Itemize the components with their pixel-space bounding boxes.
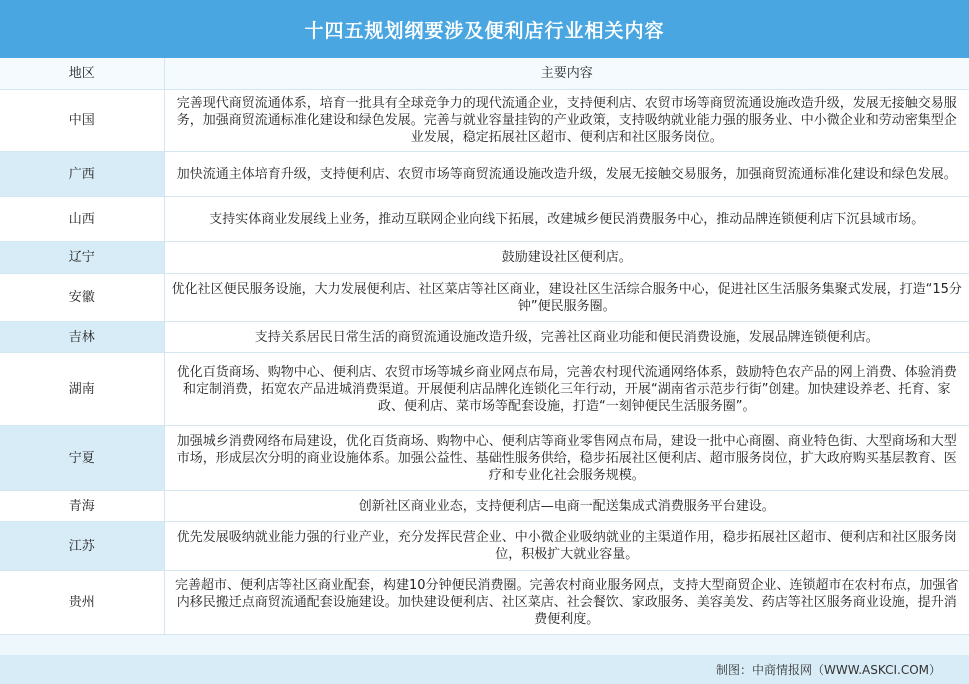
source-footer xyxy=(0,655,969,684)
content-cell: 完善超市、便利店等社区商业配套，构建10分钟便民消费圈。完善农村商业服务网点，支持大型商贸企业、连锁超市在农村布点，加强省内移民搬迁点商贸流通配套设施建设。加快建设便利店、社区菜店、社会餐饮、家政服务、美容美发、药店等社区服务商业设施，提升消费便利度。 xyxy=(164,571,969,635)
content-cell: 加快流通主体培育升级，支持便利店、农贸市场等商贸流通设施改造升级，发展无接触交易服务，加强商贸流通标准化建设和绿色发展。 xyxy=(164,152,969,197)
header-region: 地区 xyxy=(0,58,164,90)
table-row xyxy=(0,571,969,635)
content-cell: 优化百货商场、购物中心、便利店、农贸市场等城乡商业网点布局，完善农村现代流通网络体系，鼓励特色农产品的网上消费、体验消费和定制消费，拓宽农产品进城消费渠道。开展便利店品牌化连锁化三年行动，开展“湖南省示范步行街”创建。加快建设养老、托育、家政、便利店、菜市场等配套设施，打造“一刻钟便民生活服务圈”。 xyxy=(164,353,969,426)
region-cell: 宁夏 xyxy=(0,426,164,491)
table-row xyxy=(0,90,969,152)
policy-table xyxy=(0,58,969,635)
content-cell: 创新社区商业业态，支持便利店—电商一配送集成式消费服务平台建设。 xyxy=(164,491,969,522)
source-credit: 制图：中商情报网（WWW.ASKCI.COM） xyxy=(716,663,941,677)
table-header-row xyxy=(0,58,969,90)
content-cell: 优先发展吸纳就业能力强的行业产业，充分发挥民营企业、中小微企业吸纳就业的主渠道作用，稳步拓展社区超市、便利店和社区服务岗位，积极扩大就业容量。 xyxy=(164,522,969,571)
region-cell: 广西 xyxy=(0,152,164,197)
table-row xyxy=(0,522,969,571)
region-cell: 江苏 xyxy=(0,522,164,571)
table-row xyxy=(0,242,969,274)
region-cell: 山西 xyxy=(0,197,164,242)
header-content: 主要内容 xyxy=(164,58,969,90)
region-cell: 贵州 xyxy=(0,571,164,635)
table-row xyxy=(0,426,969,491)
content-cell: 支持关系居民日常生活的商贸流通设施改造升级，完善社区商业功能和便民消费设施，发展品牌连锁便利店。 xyxy=(164,322,969,353)
region-cell: 安徽 xyxy=(0,274,164,322)
region-cell: 青海 xyxy=(0,491,164,522)
table-row xyxy=(0,152,969,197)
table-row xyxy=(0,491,969,522)
region-cell: 吉林 xyxy=(0,322,164,353)
table-row xyxy=(0,274,969,322)
table-row xyxy=(0,353,969,426)
content-cell: 完善现代商贸流通体系，培育一批具有全球竞争力的现代流通企业，支持便利店、农贸市场等商贸流通设施改造升级，发展无接触交易服务，加强商贸流通标准化建设和绿色发展。完善与就业容量挂钩的产业政策，支持吸纳就业能力强的服务业、中小微企业和劳动密集型企业发展，稳定拓展社区超市、便利店和社区服务岗位。 xyxy=(164,90,969,152)
content-cell: 加强城乡消费网络布局建设，优化百货商场、购物中心、便利店等商业零售网点布局，建设一批中心商圈、商业特色街、大型商场和大型市场，形成层次分明的商业设施体系。加强公益性、基础性服务供给，稳步拓展社区便利店、超市服务岗位，扩大政府购买基层教育、医疗和专业化社会服务规模。 xyxy=(164,426,969,491)
content-cell: 优化社区便民服务设施，大力发展便利店、社区菜店等社区商业，建设社区生活综合服务中心，促进社区生活服务集聚式发展，打造“15分钟”便民服务圈。 xyxy=(164,274,969,322)
region-cell: 湖南 xyxy=(0,353,164,426)
table-row xyxy=(0,322,969,353)
table-row xyxy=(0,197,969,242)
region-cell: 辽宁 xyxy=(0,242,164,274)
content-cell: 鼓励建设社区便利店。 xyxy=(164,242,969,274)
region-cell: 中国 xyxy=(0,90,164,152)
page-title: 十四五规划纲要涉及便利店行业相关内容 xyxy=(0,0,969,58)
content-cell: 支持实体商业发展线上业务，推动互联网企业向线下拓展，改建城乡便民消费服务中心，推动品牌连锁便利店下沉县域市场。 xyxy=(164,197,969,242)
